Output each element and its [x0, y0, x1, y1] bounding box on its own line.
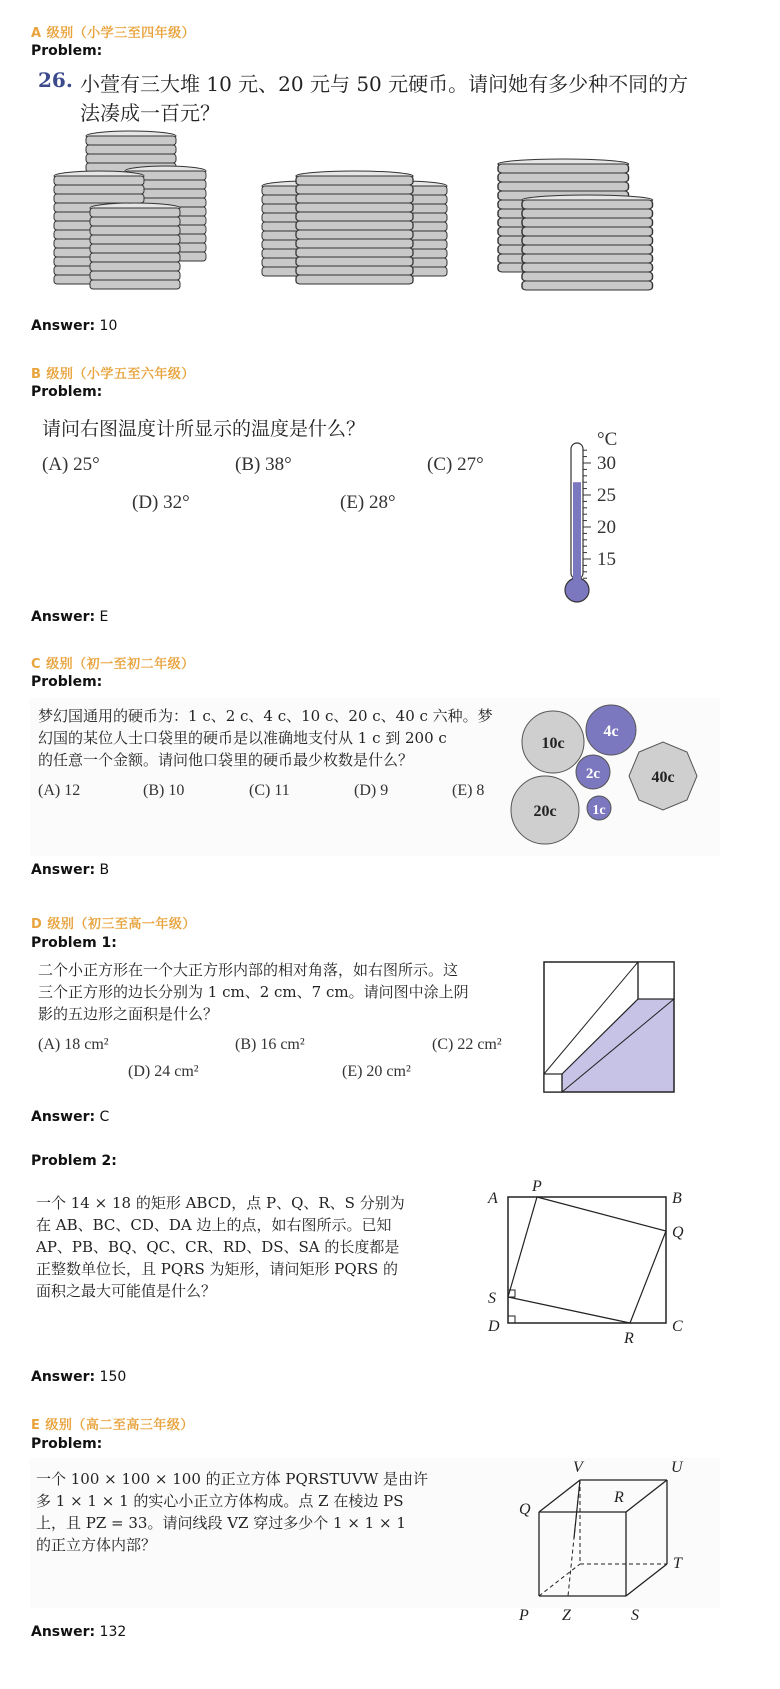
svg-text:4c: 4c: [603, 723, 619, 740]
problem-a-label: Problem:: [31, 43, 103, 59]
svg-text:40c: 40c: [651, 769, 675, 786]
answer-c: Answer: B: [31, 862, 110, 878]
choice-d1-d: (D) 24 cm²: [128, 1063, 199, 1080]
problem-b-question: 请问右图温度计所显示的温度是什么？: [42, 418, 366, 440]
label-v: V: [573, 1459, 583, 1476]
choice-d1-b: (B) 16 cm²: [235, 1036, 305, 1053]
level-e-heading: E 级别（高二至高三年级）: [31, 1418, 194, 1433]
choice-c-d: (D) 9: [354, 782, 389, 799]
problem-d1-line-1: 二个小正方形在一个大正方形内部的相对角落，如右图所示。这: [38, 961, 459, 979]
answer-d2: Answer: 150: [31, 1369, 127, 1385]
label-q: Q: [672, 1224, 684, 1241]
level-b-heading: B 级别（小学五至六年级）: [31, 367, 195, 382]
label-z: Z: [562, 1607, 571, 1624]
label-r: R: [614, 1489, 624, 1506]
coin-pile-20: [262, 171, 447, 284]
label-u: U: [671, 1459, 683, 1476]
problem-number: 26.: [38, 68, 73, 92]
problem-d2-line-3: AP、PB、BQ、QC、CR、RD、DS、SA 的长度都是: [36, 1238, 400, 1256]
choice-b-c: (C) 27°: [427, 454, 484, 475]
problem-c-label: Problem:: [31, 674, 103, 690]
svg-text:1c: 1c: [592, 803, 606, 818]
problem-c-line-1: 梦幻国通用的硬币为：1 c、2 c、4 c、10 c、20 c、40 c 六种。梦: [38, 707, 493, 725]
label-b: B: [672, 1190, 682, 1207]
coin-2c: [576, 755, 610, 789]
choice-c-e: (E) 8: [452, 782, 485, 799]
problem-d2-line-1: 一个 14 × 18 的矩形 ABCD，点 P、Q、R、S 分别为: [36, 1194, 405, 1212]
choice-b-a: (A) 25°: [42, 454, 100, 475]
coin-pile-50: [498, 159, 653, 290]
level-d-heading: D 级别（初三至高一年级）: [31, 917, 196, 932]
answer-e-value: 132: [99, 1624, 127, 1640]
svg-text:20c: 20c: [533, 803, 557, 820]
label-a: A: [488, 1190, 498, 1207]
coin-stacks-illustration: [50, 130, 720, 305]
problem-b-label: Problem:: [31, 384, 103, 400]
problem-d1-line-3: 影的五边形之面积是什么？: [38, 1005, 219, 1023]
coin-pile-10: [54, 131, 206, 289]
problem-d2-line-4: 正整数单位长，且 PQRS 为矩形，请问矩形 PQRS 的: [36, 1260, 398, 1278]
choice-b-d: (D) 32°: [132, 492, 190, 513]
answer-c-value: B: [99, 862, 110, 878]
label-s: S: [631, 1607, 639, 1624]
level-a-heading: A 级别（小学三至四年级）: [31, 26, 196, 41]
thermometer: [555, 425, 665, 610]
choice-d1-c: (C) 22 cm²: [432, 1036, 502, 1053]
answer-a-value: 10: [99, 318, 118, 334]
problem-c-line-3: 的任意一个金额。请问他口袋里的硬币最少枚数是什么？: [38, 751, 414, 769]
svg-text:2c: 2c: [585, 766, 601, 782]
coin-20c: [511, 776, 579, 844]
problem-c-line-2: 幻国的某位人士口袋里的硬币是以准确地支付从 1 c 到 200 c: [38, 729, 447, 747]
problem-e-line-4: 的正立方体内部？: [36, 1536, 157, 1554]
label-r: R: [624, 1330, 634, 1347]
label-t: T: [673, 1555, 682, 1572]
label-q: Q: [519, 1501, 531, 1518]
coin-10c: [522, 711, 584, 773]
problem-d2-line-2: 在 AB、BC、CD、DA 边上的点，如右图所示。已知: [36, 1216, 392, 1234]
answer-b-value: E: [99, 609, 109, 625]
tick-label-15: 15: [597, 549, 616, 570]
answer-d1-value: C: [99, 1109, 110, 1125]
answer-e: Answer: 132: [31, 1624, 127, 1640]
choice-c-b: (B) 10: [143, 782, 185, 799]
problem-a-line-1: 小萱有三大堆 10 元、20 元与 50 元硬币。请问她有多少种不同的方: [80, 72, 689, 96]
answer-d1: Answer: C: [31, 1109, 110, 1125]
label-c: C: [672, 1318, 683, 1335]
problem-e-line-3: 上，且 PZ = 33。请问线段 VZ 穿过多少个 1 × 1 × 1: [36, 1514, 406, 1532]
label-s: S: [488, 1290, 496, 1307]
problem-e-line-2: 多 1 × 1 × 1 的实心小正立方体构成。点 Z 在棱边 PS: [36, 1492, 404, 1510]
squares-diagram: [540, 958, 680, 1098]
choice-c-c: (C) 11: [249, 782, 290, 799]
problem-e-label: Problem:: [31, 1436, 103, 1452]
choice-c-a: (A) 12: [38, 782, 81, 799]
choice-b-e: (E) 28°: [340, 492, 396, 513]
coin-1c: [587, 796, 611, 820]
tick-label-30: 30: [597, 453, 616, 474]
problem-e-line-1: 一个 100 × 100 × 100 的正立方体 PQRSTUVW 是由许: [36, 1470, 429, 1488]
thermometer-unit: °C: [597, 429, 618, 450]
tick-label-20: 20: [597, 517, 616, 538]
problem-d1-line-2: 三个正方形的边长分别为 1 cm、2 cm、7 cm。请问图中涂上阴: [38, 983, 469, 1001]
coin-4c: [586, 705, 636, 755]
problem-d2-line-5: 面积之最大可能值是什么？: [36, 1282, 217, 1300]
answer-a: Answer: 10: [31, 318, 118, 334]
choice-d1-a: (A) 18 cm²: [38, 1036, 109, 1053]
coin-40c: [629, 742, 697, 810]
label-d: D: [488, 1318, 500, 1335]
coins-diagram: [505, 700, 720, 858]
rectangle-pqrs-diagram: [480, 1175, 700, 1350]
level-c-heading: C 级别（初一至初二年级）: [31, 657, 195, 672]
problem-d2-label: Problem 2:: [31, 1153, 117, 1169]
problem-a-line-2: 法凑成一百元？: [80, 101, 220, 125]
problem-d1-label: Problem 1:: [31, 935, 117, 951]
cube-diagram: [515, 1458, 710, 1633]
label-p: P: [532, 1178, 542, 1195]
tick-label-25: 25: [597, 485, 616, 506]
svg-text:10c: 10c: [541, 735, 565, 752]
answer-d2-value: 150: [99, 1369, 127, 1385]
label-p: P: [519, 1607, 529, 1624]
answer-b: Answer: E: [31, 609, 109, 625]
choice-b-b: (B) 38°: [235, 454, 292, 475]
choice-d1-e: (E) 20 cm²: [342, 1063, 411, 1080]
